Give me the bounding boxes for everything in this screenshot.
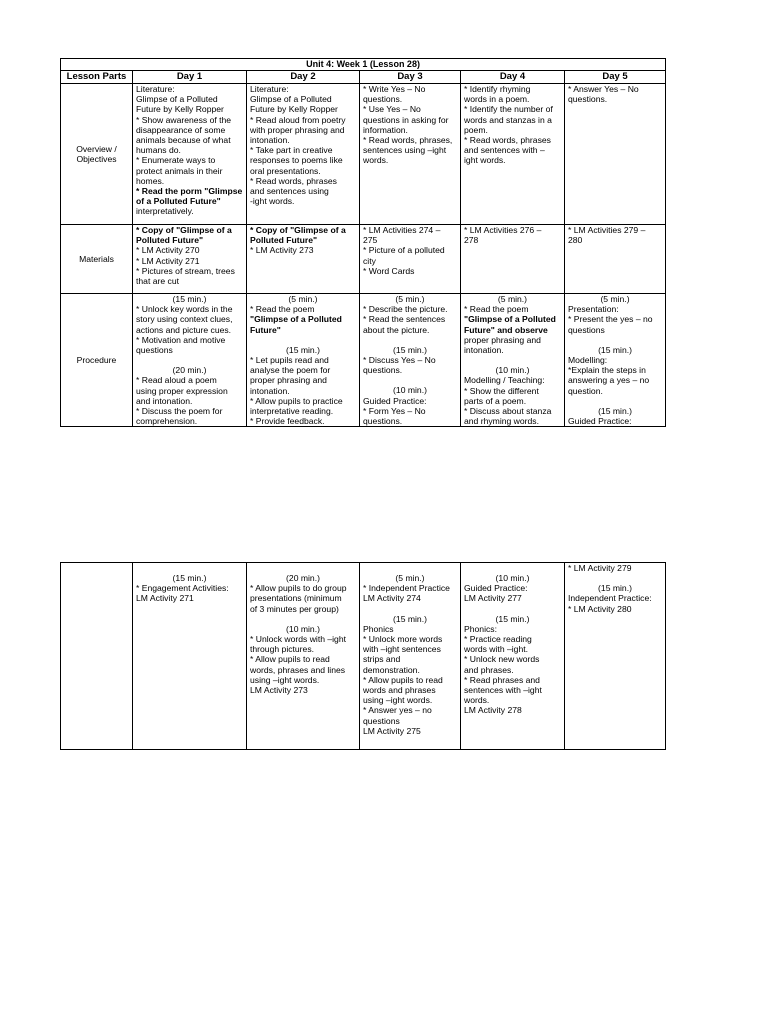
cell-line: * Read aloud a poem <box>136 375 217 386</box>
cell-line: * Unlock words with –ight <box>250 634 347 645</box>
header-day-1: Day 1 <box>133 71 247 84</box>
cell-line: words with –ight. <box>464 644 529 655</box>
cell-line: with –ight sentences <box>363 644 441 655</box>
cell-line: (10 min.) <box>286 623 320 634</box>
cell-day-2 <box>247 294 360 427</box>
cell-line: questions <box>136 345 173 356</box>
cell-line <box>136 563 243 573</box>
cell-day-4 <box>461 225 565 294</box>
cell-line: intonation. <box>464 345 504 356</box>
row-label <box>61 563 133 750</box>
cell-line: and intonation. <box>136 395 193 406</box>
cell-day-3 <box>360 294 461 427</box>
cell-line: responses to poems like <box>250 155 343 166</box>
cell-line: * Allow pupils to read <box>363 674 443 685</box>
cell-line: question. <box>568 385 603 396</box>
cell-line: LM Activity 271 <box>136 593 194 604</box>
cell-line: * Provide feedback. <box>250 416 325 427</box>
cell-line: (15 min.) <box>172 573 207 583</box>
cell-line: through pictures. <box>250 644 315 655</box>
cell-line: * Copy of "Glimpse of a <box>250 225 346 235</box>
cell-line: * LM Activities 276 – <box>464 225 542 235</box>
cell-line <box>568 573 662 583</box>
cell-day-2 <box>247 84 360 225</box>
cell-day-1 <box>133 294 247 427</box>
cell-line: * Identify the number of <box>464 104 553 115</box>
cell-line: (10 min.) <box>495 365 530 376</box>
cell-line: of a Polluted Future" <box>136 196 221 207</box>
cell-line: story using context clues, <box>136 314 233 325</box>
cell-line: * Read the sentences <box>363 314 446 325</box>
table-row-procedure-continued <box>61 563 666 750</box>
cell-line: Future by Kelly Ropper <box>250 104 338 115</box>
cell-line: questions. <box>568 94 608 105</box>
cell-line: Modelling: <box>568 355 608 366</box>
cell-line: * Enumerate ways to <box>136 155 216 166</box>
cell-line: * LM Activity 271 <box>136 255 200 266</box>
cell-line: * Unlock new words <box>464 654 540 665</box>
cell-day-1 <box>133 563 247 750</box>
cell-line: proper phrasing and <box>250 375 327 386</box>
cell-line: questions. <box>363 94 403 105</box>
cell-line: presentations (minimum <box>250 593 342 604</box>
cell-line: * Show awareness of the <box>136 114 232 125</box>
cell-line: (5 min.) <box>497 294 528 304</box>
cell-line: Objectives <box>76 154 117 164</box>
cell-line: * Show the different <box>464 385 539 396</box>
cell-line <box>464 563 561 573</box>
cell-day-5 <box>565 563 666 750</box>
cell-line: * Discuss Yes – No <box>363 355 436 366</box>
cell-line: questions <box>363 715 400 726</box>
cell-line: (5 min.) <box>600 294 630 304</box>
cell-line: * Unlock key words in the <box>136 304 233 315</box>
cell-line: (15 min.) <box>598 583 632 594</box>
cell-line: strips and <box>363 654 401 665</box>
cell-line: Polluted Future" <box>136 235 204 246</box>
cell-line: words. <box>363 155 389 166</box>
cell-line <box>464 355 561 365</box>
cell-line: words in a poem. <box>464 94 530 105</box>
cell-line: demonstration. <box>363 664 420 675</box>
cell-line: and sentences with – <box>464 145 545 156</box>
cell-line <box>363 335 457 345</box>
cell-line: Phonics <box>363 623 394 634</box>
cell-line: (5 min.) <box>395 573 425 583</box>
cell-line: * Present the yes – no <box>568 314 653 325</box>
cell-line: words, phrases and lines <box>250 664 346 675</box>
cell-line: *Explain the steps in <box>568 365 646 376</box>
cell-line: 280 <box>568 235 583 246</box>
table-row-overview <box>61 84 666 225</box>
cell-line <box>464 604 561 614</box>
cell-line: (15 min.) <box>598 405 632 416</box>
cell-day-4 <box>461 294 565 427</box>
cell-line: 278 <box>464 235 479 246</box>
cell-line: LM Activity 273 <box>250 685 308 696</box>
cell-line: using proper expression <box>136 385 228 396</box>
cell-line: (15 min.) <box>393 344 427 355</box>
cell-day-3 <box>360 563 461 750</box>
cell-line: * Word Cards <box>363 265 415 276</box>
row-label <box>61 84 133 225</box>
cell-day-5 <box>565 294 666 427</box>
cell-line: * Allow pupils to practice <box>250 395 343 406</box>
cell-line: * Read words, phrases <box>464 135 551 146</box>
cell-line: Future by Kelly Ropper <box>136 104 224 115</box>
table-row-materials <box>61 225 666 294</box>
cell-line: sentences with –ight <box>464 685 542 696</box>
cell-line: * Answer yes – no <box>363 705 432 716</box>
cell-line: questions. <box>363 416 403 427</box>
cell-line: Presentation: <box>568 304 619 315</box>
cell-line: words and stanzas in a <box>464 114 552 125</box>
cell-line: (10 min.) <box>495 573 530 583</box>
cell-line: questions in asking for <box>363 114 449 125</box>
cell-line: * Read phrases and <box>464 674 540 685</box>
cell-line: * Write Yes – No <box>363 84 426 94</box>
cell-line: Guided Practice: <box>568 416 632 427</box>
cell-line: Literature: <box>136 84 175 94</box>
cell-day-5 <box>565 84 666 225</box>
cell-line: * Read aloud from poetry <box>250 114 346 125</box>
cell-line: * Read the porm "Glimpse <box>136 186 243 197</box>
cell-line: using –ight words. <box>363 695 433 706</box>
cell-line: (15 min.) <box>172 294 207 304</box>
cell-line: of 3 minutes per group) <box>250 603 339 614</box>
cell-line: Future" <box>250 324 281 335</box>
cell-line: (15 min.) <box>598 344 632 355</box>
cell-line: * Discuss about stanza <box>464 406 552 417</box>
cell-line <box>363 375 457 385</box>
cell-line: oral presentations. <box>250 165 321 176</box>
cell-line: * Form Yes – No <box>363 405 426 416</box>
cell-line: * Describe the picture. <box>363 304 448 315</box>
cell-line: * Independent Practice <box>363 583 450 594</box>
lesson-plan-table-page-2 <box>60 562 666 750</box>
cell-line: Glimpse of a Polluted <box>136 94 218 105</box>
cell-line: * Use Yes – No <box>363 104 421 115</box>
cell-line: * LM Activity 279 <box>568 563 632 573</box>
cell-line <box>250 563 356 573</box>
cell-line: * Read the poem <box>464 304 529 315</box>
cell-line: * Practice reading <box>464 634 532 645</box>
cell-line: * Motivation and motive <box>136 334 226 345</box>
cell-line: * LM Activities 274 – <box>363 225 441 235</box>
cell-line: "Glimpse of a Polluted <box>464 314 556 325</box>
header-day-3: Day 3 <box>360 71 461 84</box>
cell-line: sentences using –ight <box>363 145 447 156</box>
cell-line: interpretatively. <box>136 206 194 217</box>
cell-line: proper phrasing and <box>464 334 541 345</box>
header-day-5: Day 5 <box>565 71 666 84</box>
cell-line: (10 min.) <box>393 385 427 396</box>
cell-line: using –ight words. <box>250 674 320 685</box>
cell-line: * Copy of "Glimpse of a <box>136 225 232 235</box>
cell-line: "Glimpse of a Polluted <box>250 314 342 325</box>
cell-line: intonation. <box>250 385 290 396</box>
cell-line: analyse the poem for <box>250 365 331 376</box>
cell-line: comprehension. <box>136 416 198 427</box>
cell-line: LM Activity 277 <box>464 593 522 604</box>
cell-line: humans do. <box>136 145 181 156</box>
header-day-2: Day 2 <box>247 71 360 84</box>
cell-day-4 <box>461 563 565 750</box>
cell-line: Procedure <box>76 355 117 366</box>
cell-line: * Answer Yes – No <box>568 84 639 94</box>
cell-line: questions <box>568 324 605 335</box>
cell-line: Modelling / Teaching: <box>464 375 545 386</box>
cell-line: ight words. <box>464 155 506 166</box>
header-lesson-parts: Lesson Parts <box>61 71 133 84</box>
cell-day-3 <box>360 225 461 294</box>
cell-line: * Take part in creative <box>250 145 333 156</box>
cell-line <box>568 396 662 406</box>
cell-line: (15 min.) <box>286 344 320 355</box>
table-row-procedure <box>61 294 666 427</box>
cell-line: * Read words, phrases <box>250 175 337 186</box>
cell-day-3 <box>360 84 461 225</box>
cell-line: * LM Activity 280 <box>568 603 632 614</box>
cell-line <box>136 355 243 365</box>
table-title: Unit 4: Week 1 (Lesson 28) <box>61 59 666 71</box>
cell-line: * Unlock more words <box>363 634 443 645</box>
cell-line: (20 min.) <box>286 573 320 583</box>
cell-line: (5 min.) <box>395 294 425 304</box>
cell-line: * LM Activity 273 <box>250 245 314 256</box>
cell-line: * Engagement Activities: <box>136 583 229 594</box>
cell-line: (15 min.) <box>393 613 427 624</box>
cell-line: * LM Activity 270 <box>136 245 200 256</box>
cell-line: Literature: <box>250 84 289 94</box>
cell-line: * Pictures of stream, trees <box>136 265 235 276</box>
cell-line <box>250 614 356 624</box>
cell-line: (20 min.) <box>172 365 207 376</box>
cell-line: Future" and observe <box>464 324 548 335</box>
cell-line: Polluted Future" <box>250 235 318 246</box>
cell-line: interpretative reading. <box>250 406 334 417</box>
cell-line <box>363 563 457 573</box>
cell-line: LM Activity 275 <box>363 725 421 736</box>
cell-line: answering a yes – no <box>568 375 650 386</box>
header-day-4: Day 4 <box>461 71 565 84</box>
cell-day-1 <box>133 225 247 294</box>
cell-day-5 <box>565 225 666 294</box>
cell-line: Independent Practice: <box>568 593 652 604</box>
cell-line: intonation. <box>250 135 290 146</box>
cell-line: parts of a poem. <box>464 395 527 406</box>
cell-day-1 <box>133 84 247 225</box>
cell-line: words. <box>464 695 490 706</box>
cell-line: words and phrases <box>363 685 436 696</box>
cell-line: LM Activity 278 <box>464 705 522 716</box>
cell-line: about the picture. <box>363 324 430 335</box>
cell-line: with proper phrasing and <box>250 124 345 135</box>
cell-line: city <box>363 255 376 266</box>
cell-line: * Read words, phrases, <box>363 135 453 146</box>
cell-line: and rhyming words. <box>464 416 539 427</box>
cell-line: * Identify rhyming <box>464 84 531 94</box>
cell-line <box>250 335 356 345</box>
cell-line: * Read the poem <box>250 304 315 315</box>
cell-line <box>568 335 662 345</box>
cell-line: questions. <box>363 365 403 376</box>
cell-line: LM Activity 274 <box>363 593 421 604</box>
cell-line: poem. <box>464 124 488 135</box>
cell-line: * Allow pupils to do group <box>250 583 347 594</box>
cell-line: Glimpse of a Polluted <box>250 94 332 105</box>
cell-line: * Picture of a polluted <box>363 245 445 256</box>
cell-line: Materials <box>79 253 114 264</box>
cell-line: -ight words. <box>250 196 295 207</box>
cell-day-4 <box>461 84 565 225</box>
cell-line: Guided Practice: <box>464 583 528 594</box>
cell-line: disappearance of some <box>136 124 226 135</box>
cell-line: that are cut <box>136 276 179 287</box>
cell-line: homes. <box>136 175 165 186</box>
lesson-plan-table-page-1 <box>60 58 666 427</box>
cell-day-2 <box>247 225 360 294</box>
cell-line: 275 <box>363 235 378 246</box>
cell-line: Guided Practice: <box>363 395 427 406</box>
cell-line: and sentences using <box>250 186 329 197</box>
cell-line: * LM Activities 279 – <box>568 225 646 235</box>
cell-line: Overview / <box>76 143 117 154</box>
cell-line: (5 min.) <box>288 294 318 304</box>
cell-line: * Allow pupils to read <box>250 654 330 665</box>
cell-line: and phrases. <box>464 664 514 675</box>
cell-line: actions and picture cues. <box>136 324 232 335</box>
cell-line <box>363 604 457 614</box>
row-label <box>61 225 133 294</box>
cell-line: * Let pupils read and <box>250 355 329 366</box>
cell-line: Phonics: <box>464 623 497 634</box>
cell-day-2 <box>247 563 360 750</box>
cell-line: * Discuss the poem for <box>136 406 223 417</box>
cell-line: (15 min.) <box>495 613 530 624</box>
cell-line: animals because of what <box>136 135 231 146</box>
cell-line: information. <box>363 124 408 135</box>
row-label <box>61 294 133 427</box>
cell-line: protect animals in their <box>136 165 223 176</box>
